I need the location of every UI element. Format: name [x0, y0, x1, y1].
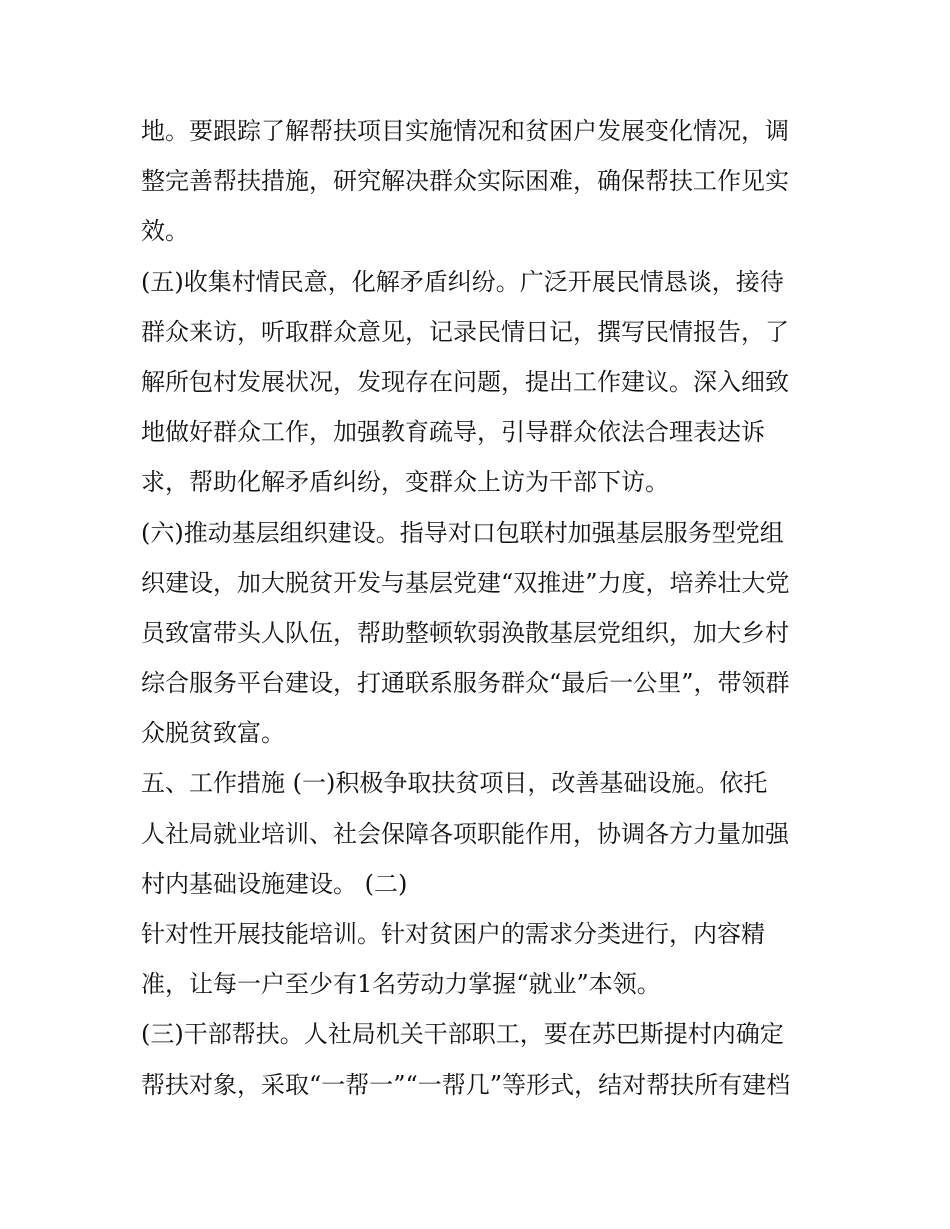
text-line: 员致富带头人队伍，帮助整顿软弱涣散基层党组织，加大乡村: [141, 618, 789, 647]
text-line: 准，让每一户至少有1名劳动力掌握“就业”本领。: [141, 970, 661, 999]
text-line: 织建设，加大脱贫开发与基层党建“双推进”力度，培养壮大党: [141, 568, 790, 597]
text-line: 地。要跟踪了解帮扶项目实施情况和贫困户发展变化情况，调: [141, 117, 789, 145]
text-line: 综合服务平台建设，打通联系服务群众“最后一公里”，带领群: [141, 669, 790, 698]
text-line: 地做好群众工作，加强教育疏导，引导群众依法合理表达诉: [141, 418, 765, 447]
text-line: (五)收集村情民意，化解矛盾纠纷。广泛开展民情恳谈，接待: [141, 267, 784, 296]
text-line: 效。: [141, 217, 189, 246]
text-line: 帮扶对象，采取“一帮一”“一帮几”等形式，结对帮扶所有建档: [141, 1070, 791, 1099]
text-line: 村内基础设施建设。 (二): [141, 869, 408, 898]
text-line: 针对性开展技能培训。针对贫困户的需求分类进行，内容精: [141, 920, 765, 948]
text-line: 解所包村发展状况，发现存在问题，提出工作建议。深入细致: [141, 367, 789, 396]
text-line: 五、工作措施 (一)积极争取扶贫项目，改善基础设施。依托: [141, 769, 768, 798]
text-line: 群众来访，听取群众意见，记录民情日记，撰写民情报告，了: [141, 317, 789, 346]
text-line: (三)干部帮扶。人社局机关干部职工，要在苏巴斯提村内确定: [141, 1020, 784, 1049]
document-body-text: [141, 106, 821, 1110]
text-line: 求，帮助化解矛盾纠纷，变群众上访为干部下访。: [141, 468, 669, 497]
text-line: 众脱贫致富。: [141, 719, 285, 748]
text-line: 整完善帮扶措施，研究解决群众实际困难，确保帮扶工作见实: [141, 167, 789, 196]
text-line: (六)推动基层组织建设。指导对口包联村加强基层服务型党组: [141, 518, 784, 547]
text-line: 人社局就业培训、社会保障各项职能作用，协调各方力量加强: [141, 819, 789, 848]
